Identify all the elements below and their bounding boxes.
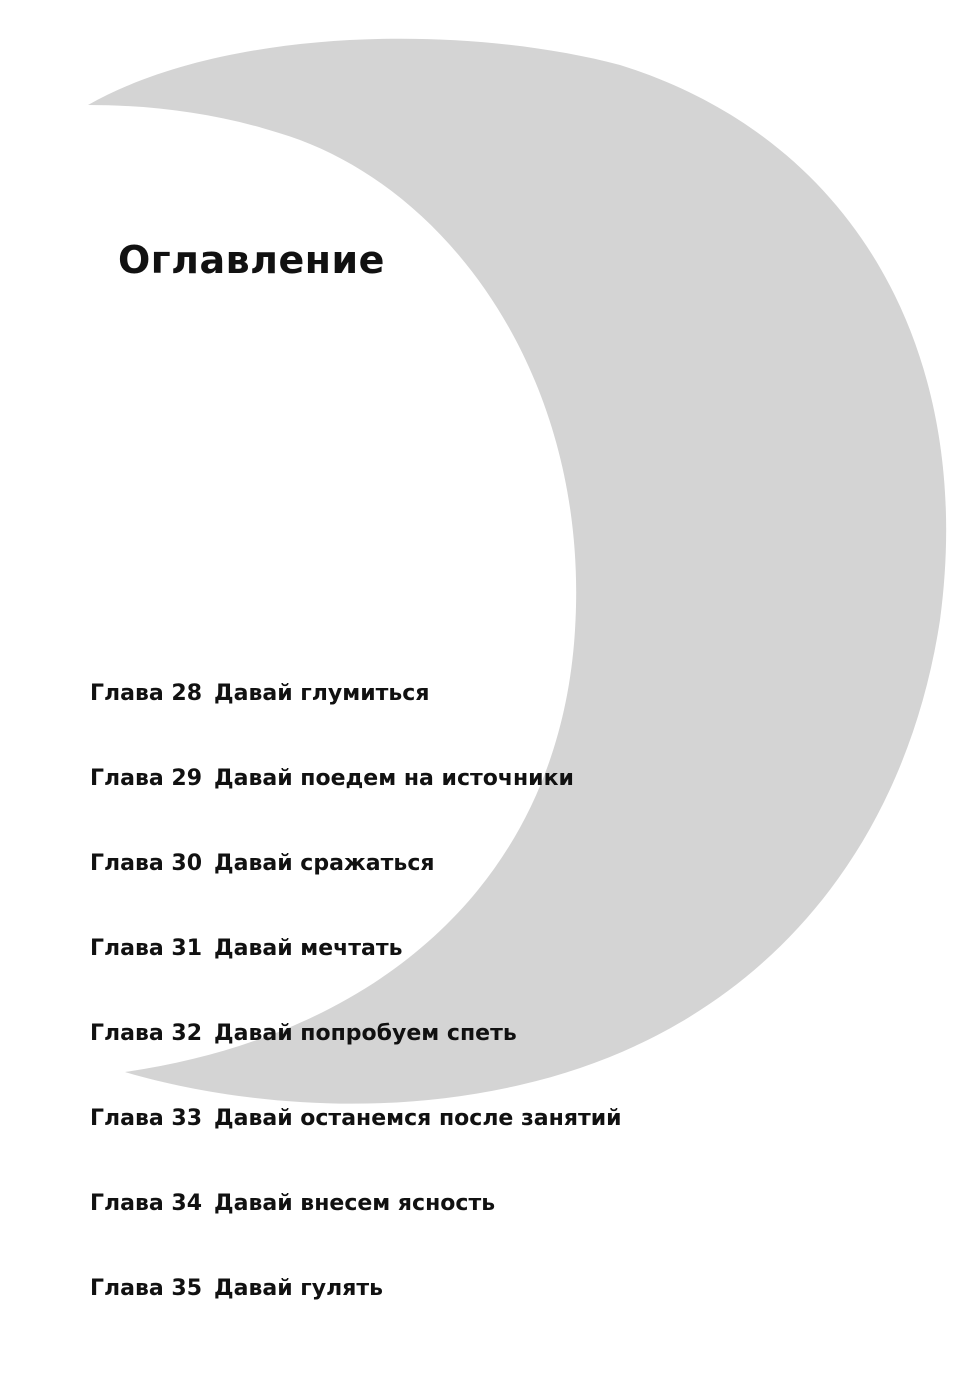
chapter-title: Давай поедем на источники: [214, 766, 574, 791]
toc-entry-29: [90, 766, 574, 802]
page-title: Оглавление: [118, 238, 385, 282]
chapter-title: Давай попробуем спеть: [214, 1021, 517, 1046]
chapter-title: Давай сражаться: [214, 851, 435, 876]
toc-entry-31: [90, 936, 403, 972]
chapter-number: Глава 32: [90, 1021, 203, 1046]
chapter-number: Глава 35: [90, 1276, 203, 1301]
toc-entry-30: [90, 851, 434, 887]
chapter-number: Глава 33: [90, 1106, 203, 1131]
toc-entry-34: [90, 1191, 495, 1227]
chapter-title: Давай глумиться: [214, 681, 430, 706]
chapter-number: Глава 29: [90, 766, 203, 791]
chapter-title: Давай гулять: [214, 1276, 384, 1301]
toc-entry-33: [90, 1106, 622, 1142]
chapter-number: Глава 28: [90, 681, 203, 706]
chapter-title: Давай мечтать: [214, 936, 403, 961]
chapter-number: Глава 34: [90, 1191, 203, 1216]
chapter-number: Глава 31: [90, 936, 203, 961]
chapter-title: Давай внесем ясность: [214, 1191, 496, 1216]
chapter-number: Глава 30: [90, 851, 203, 876]
toc-entry-28: [90, 681, 429, 717]
toc-entry-35: [90, 1276, 383, 1312]
chapter-title: Давай останемся после занятий: [214, 1106, 622, 1131]
toc-entry-32: [90, 1021, 517, 1057]
